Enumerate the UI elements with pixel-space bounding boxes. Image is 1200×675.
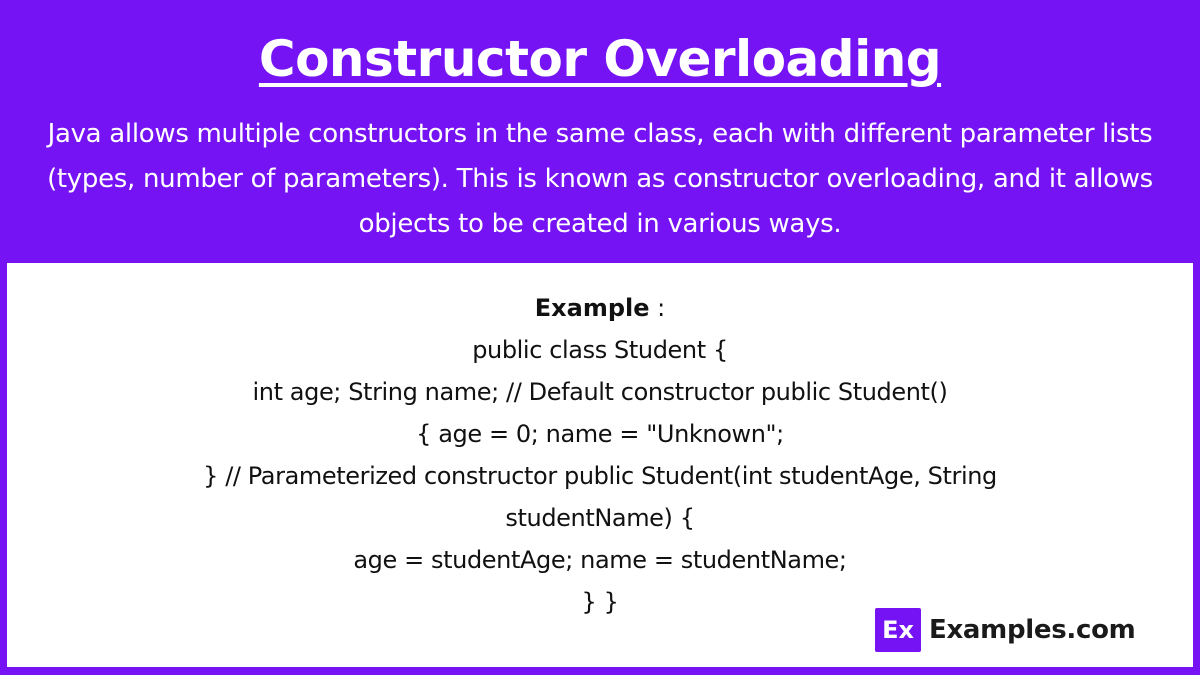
example-label: Example	[534, 294, 650, 322]
example-panel	[7, 263, 1193, 667]
brand-badge-icon: Ex	[875, 608, 921, 652]
code-line: studentName) {	[505, 504, 695, 532]
code-line: } // Parameterized constructor public Student(int studentAge, String	[203, 462, 997, 490]
code-line: age = studentAge; name = studentName;	[353, 546, 847, 574]
code-line: { age = 0; name = "Unknown";	[416, 420, 784, 448]
code-line: } }	[581, 588, 619, 616]
example-separator: :	[649, 294, 666, 322]
page-title: Constructor Overloading	[258, 30, 942, 88]
code-line: public class Student {	[472, 336, 728, 364]
brand-name: Examples.com	[929, 615, 1136, 645]
code-line: int age; String name; // Default constructor public Student()	[252, 378, 948, 406]
intro-paragraph: Java allows multiple constructors in the same class, each with different parameter lists (types, number of parameters). This is known as constructor overloading, and it allows objects to be created in various ways.	[47, 119, 1153, 239]
example-heading	[7, 287, 1193, 329]
code-block	[7, 329, 1193, 623]
brand-logo[interactable]	[875, 607, 1135, 653]
